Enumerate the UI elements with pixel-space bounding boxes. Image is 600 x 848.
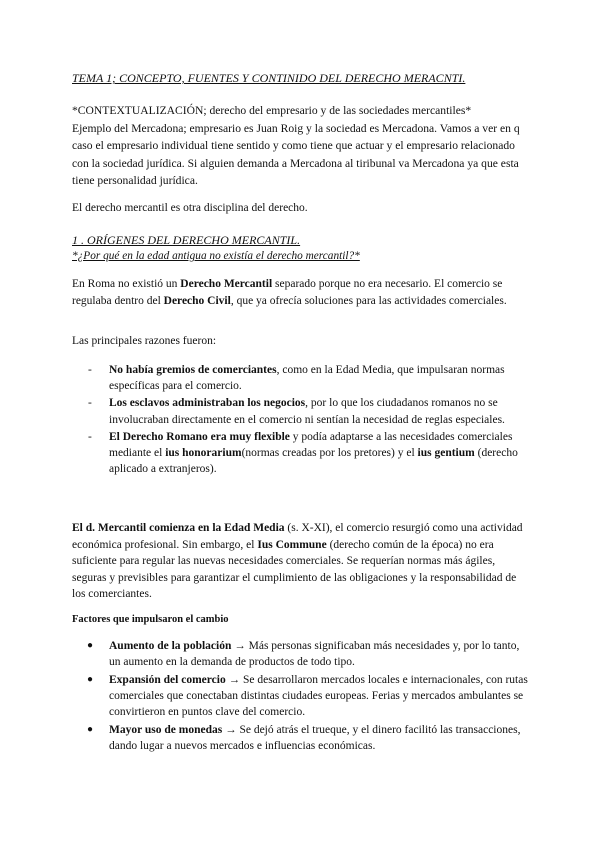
list-item bbox=[72, 362, 532, 394]
edad-text-2: (derecho común de la época) no era suficiente para regular las nuevas necesidades comerciales. Se requerían normas más ágiles, seguras y previsibles para garantizar el cumplimiento de las obligaciones y la responsabilidad de los comerciantes. bbox=[72, 538, 517, 600]
reason-bold-3: ius gentium bbox=[417, 447, 475, 460]
reason-text: , como en la Edad Media, que impulsaran normas específicas para el comercio. bbox=[109, 364, 505, 393]
definition-paragraph: El derecho mercantil es otra disciplina del derecho. bbox=[72, 202, 308, 214]
reason-bold: El Derecho Romano era muy flexible bbox=[109, 430, 290, 443]
reason-text-2: (normas creadas por los pretores) y el bbox=[241, 447, 418, 460]
edad-text-1: (s. X-XI), el comercio resurgió como una actividad económica profesional. Sin embargo, el bbox=[72, 522, 523, 551]
context-heading: *CONTEXTUALIZACIÓN; derecho del empresario y de las sociedades mercantiles* bbox=[72, 104, 472, 117]
edad-bold-1: El d. Mercantil comienza en la Edad Media bbox=[72, 522, 285, 534]
factor-bold: Aumento de la población → bbox=[109, 640, 246, 652]
dash-marker: - bbox=[88, 430, 92, 443]
reason-bold: No había gremios de comerciantes bbox=[109, 364, 277, 376]
list-item bbox=[72, 638, 532, 670]
factor-text: Más personas significaban más necesidades y, por lo tanto, un aumento en la demanda de productos de todo tipo. bbox=[109, 640, 520, 668]
reason-text-3: (derecho aplicado a extranjeros). bbox=[109, 447, 518, 476]
edad-media-paragraph bbox=[72, 520, 532, 603]
factor-bold: Mayor uso de monedas → bbox=[109, 724, 237, 736]
reason-text: y podía adaptarse a las necesidades comerciales mediante el bbox=[109, 430, 513, 460]
roma-text-3: , que ya ofrecía soluciones para las actividades comerciales. bbox=[230, 294, 507, 307]
context-paragraph bbox=[72, 102, 534, 190]
list-item bbox=[72, 395, 532, 427]
factors-heading: Factores que impulsaron el cambio bbox=[72, 614, 229, 625]
page-title: TEMA 1; CONCEPTO, FUENTES Y CONTINIDO DEL DERECHO MERACNTI. bbox=[72, 71, 466, 85]
factor-text: Se desarrollaron mercados locales e internacionales, con rutas comerciales que conectaban distintas ciudades europeas. Ferias y mercados ambulantes se convirtieron en puntos clave del comercio. bbox=[109, 674, 528, 718]
bullet-marker: ● bbox=[87, 724, 94, 735]
bullet-marker: ● bbox=[87, 640, 94, 651]
roma-bold-2: Derecho Civil bbox=[163, 294, 231, 307]
list-item bbox=[72, 672, 532, 720]
dash-marker: - bbox=[88, 397, 92, 410]
context-text: Ejemplo del Mercadona; empresario es Juan Roig y la sociedad es Mercadona. Vamos a ver en q caso el empresario individual tiene sentido y como tiene que actuar y el empresario relacionado con la sociedad jurídica. Si alguien demanda a Mercadona al tiribunal va Mercadona ya que esta tiene personalidad jurídica. bbox=[72, 121, 520, 187]
reason-text: , por lo que los ciudadanos romanos no se involucraban directamente en el comercio ni sentían la necesidad de reglas especiales. bbox=[109, 397, 505, 426]
section-question: *¿Por qué en la edad antigua no existía el derecho mercantil?* bbox=[72, 250, 360, 262]
reasons-list bbox=[72, 362, 532, 478]
reason-bold-2: ius honorarium bbox=[165, 447, 242, 460]
factors-list bbox=[72, 638, 532, 756]
edad-bold-2: Ius Commune bbox=[257, 538, 327, 551]
section-heading: 1 . ORÍGENES DEL DERECHO MERCANTIL. bbox=[72, 233, 301, 247]
reasons-intro: Las principales razones fueron: bbox=[72, 335, 217, 347]
roma-bold-1: Derecho Mercantil bbox=[180, 278, 273, 290]
dash-marker: - bbox=[88, 364, 92, 376]
roma-paragraph bbox=[72, 276, 532, 309]
roma-text-1: En Roma no existió un bbox=[72, 278, 181, 290]
factor-text: Se dejó atrás el trueque, y el dinero facilitó las transacciones, dando lugar a nuevos mercados e influencias económicas. bbox=[109, 724, 521, 752]
reason-bold: Los esclavos administraban los negocios bbox=[109, 397, 306, 410]
list-item bbox=[72, 722, 532, 754]
factor-bold: Expansión del comercio → bbox=[109, 674, 241, 686]
list-item bbox=[72, 429, 532, 478]
bullet-marker: ● bbox=[87, 674, 94, 685]
roma-text-2: separado porque no era necesario. El comercio se regulaba dentro del bbox=[72, 278, 503, 307]
